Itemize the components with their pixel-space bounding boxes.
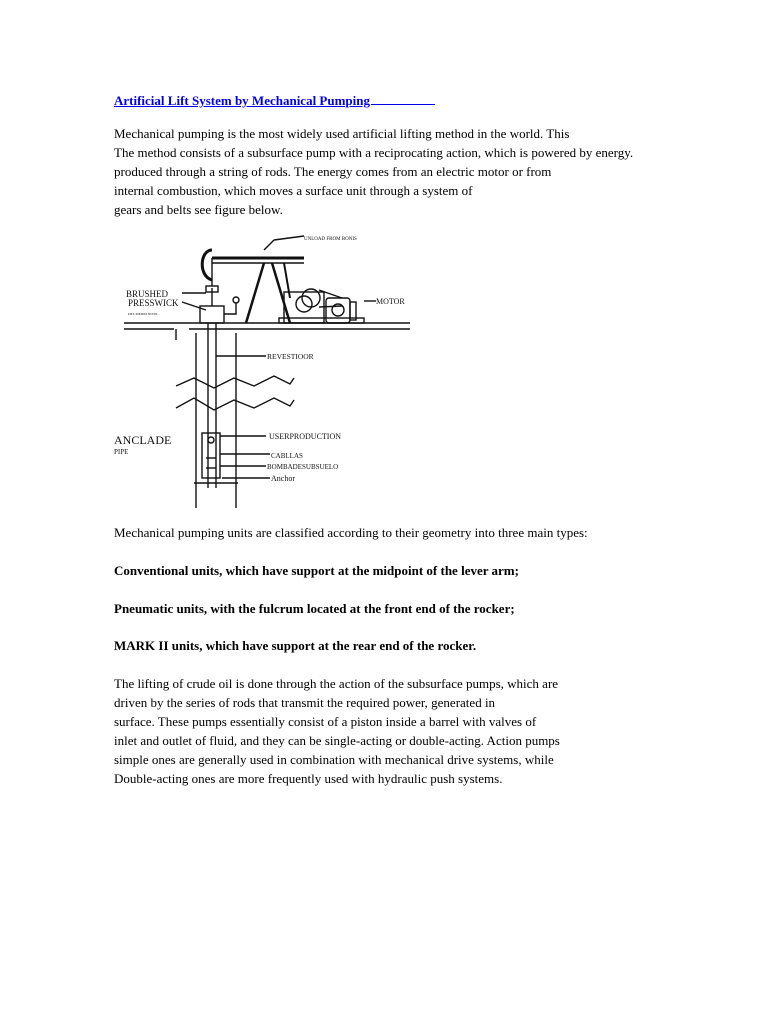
samson-post-left xyxy=(246,263,264,323)
motor-body xyxy=(326,298,350,323)
label-brushed: BRUSHED xyxy=(126,289,169,299)
pumping-unit-figure xyxy=(114,228,414,514)
label-anclade: ANCLADE xyxy=(114,433,172,447)
closing-line: inlet and outlet of fluid, and they can be single-acting or double-acting. Action pumps xyxy=(114,733,560,748)
document-title-link[interactable] xyxy=(114,93,435,109)
intro-paragraph xyxy=(114,124,633,219)
intro-line: Mechanical pumping is the most widely used artificial lifting method in the world. This xyxy=(114,126,570,141)
pumping-unit-diagram xyxy=(114,228,414,514)
horse-head xyxy=(202,250,212,280)
pump-barrel xyxy=(202,433,220,478)
break-line-top xyxy=(176,376,294,388)
label-presswick: PRESSWICK xyxy=(128,298,179,308)
classification-intro: Mechanical pumping units are classified according to their geometry into three main types: xyxy=(114,525,588,540)
document-title: Artificial Lift System by Mechanical Pumping xyxy=(114,93,371,108)
label-bombadesubsuelo: BOMBADESUBSUELO xyxy=(267,463,339,471)
intro-line: produced through a string of rods. The energy comes from an electric motor or from xyxy=(114,164,552,179)
label-pipe: PIPE xyxy=(114,448,129,456)
closing-line: driven by the series of rods that transmit the required power, generated in xyxy=(114,695,496,710)
samson-post-right xyxy=(272,263,290,323)
label-unload-from-bonis: UNLOAD FROM BONIS xyxy=(304,237,357,242)
intro-line: internal combustion, which moves a surface unit through a system of xyxy=(114,183,473,198)
label-small-head: DEL MEDIO NIVEL xyxy=(128,312,159,316)
intro-line: The method consists of a subsurface pump with a reciprocating action, which is powered by energy. xyxy=(114,145,634,160)
closing-line: simple ones are generally used in combination with mechanical drive systems, while xyxy=(114,752,554,767)
type-pneumatic: Pneumatic units, with the fulcrum located at the front end of the rocker; xyxy=(114,601,515,616)
label-anchor: Anchor xyxy=(271,474,295,483)
title-underline-trail xyxy=(371,94,435,105)
label-userproduction: USERPRODUCTION xyxy=(269,432,342,441)
type-mark-ii: MARK II units, which have support at the rear end of the rocker. xyxy=(114,638,477,653)
break-line-bottom xyxy=(176,398,294,410)
closing-line: surface. These pumps essentially consist of a piston inside a barrel with valves of xyxy=(114,714,537,729)
type-conventional: Conventional units, which have support at the midpoint of the lever arm; xyxy=(114,563,519,578)
closing-line: The lifting of crude oil is done through the action of the subsurface pumps, which are xyxy=(114,676,559,691)
label-cabllas: CABLLAS xyxy=(271,452,303,460)
label-motor: MOTOR xyxy=(376,297,405,306)
closing-line: Double-acting ones are more frequently used with hydraulic push systems. xyxy=(114,771,503,786)
intro-line: gears and belts see figure below. xyxy=(114,202,283,217)
label-revestioor: REVESTIOOR xyxy=(267,352,314,361)
closing-paragraph xyxy=(114,674,560,788)
